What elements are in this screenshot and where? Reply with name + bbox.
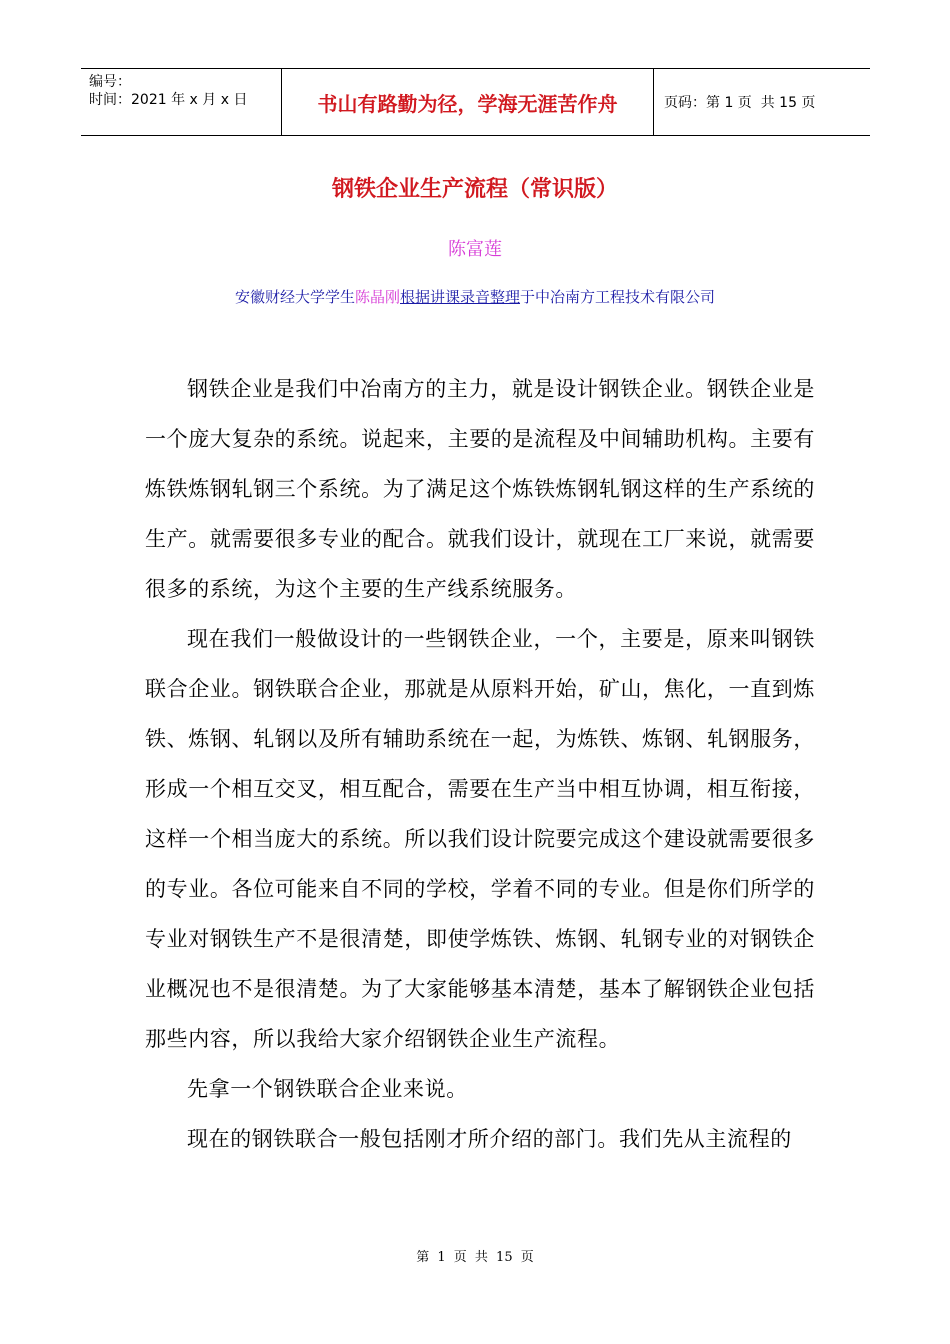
document-source [0, 286, 950, 307]
source-suffix: 于中冶南方工程技术有限公司 [520, 288, 716, 306]
header-page-info-text: 页码：第 1 页 共 15 页 [664, 95, 816, 111]
header-motto: 书山有路勤为径，学海无涯苦作舟 [282, 69, 654, 135]
body-paragraph: 现在的钢铁联合一般包括刚才所介绍的部门。我们先从主流程的 [187, 1127, 792, 1151]
body-paragraph: 钢铁企业是我们中冶南方的主力，就是设计钢铁企业。钢铁企业是一个庞大复杂的系统。说起来，主要的是流程及中间辅助机构。主要有炼铁炼钢轧钢三个系统。为了满足这个炼铁炼钢轧钢这样的生产系统的生产。就需要很多专业的配合。就我们设计，就现在工厂来说，就需要很多的系统，为这个主要的生产线系统服务。 [145, 377, 815, 601]
document-author: 陈富莲 [448, 239, 502, 260]
body-paragraph: 先拿一个钢铁联合企业来说。 [187, 1077, 468, 1101]
document-title: 钢铁企业生产流程（常识版） [331, 177, 618, 202]
document-number-label: 编号： [89, 74, 131, 90]
header-page-info [654, 69, 870, 135]
document-date-label: 时间：2021 年 x 月 x 日 [89, 92, 248, 108]
header-meta [81, 69, 282, 135]
page-footer: 第 1 页 共 15 页 [416, 1250, 534, 1265]
document-body [145, 364, 815, 1164]
page-header [81, 68, 870, 136]
body-paragraph: 现在我们一般做设计的一些钢铁企业，一个，主要是，原来叫钢铁联合企业。钢铁联合企业，那就是从原料开始，矿山，焦化，一直到炼铁、炼钢、轧钢以及所有辅助系统在一起，为炼铁、炼钢、轧钢服务，形成一个相互交叉，相互配合，需要在生产当中相互协调，相互衔接，这样一个相当庞大的系统。所以我们设计院要完成这个建设就需要很多的专业。各位可能来自不同的学校，学着不同的专业。但是你们所学的专业对钢铁生产不是很清楚，即使学炼铁、炼钢、轧钢专业的对钢铁企业概况也不是很清楚。为了大家能够基本清楚，基本了解钢铁企业包括那些内容，所以我给大家介绍钢铁企业生产流程。 [145, 627, 815, 1051]
source-prefix: 安徽财经大学学生 [234, 288, 355, 306]
source-underlined: 根据讲课录音整理 [400, 288, 521, 306]
source-name: 陈晶刚 [354, 288, 400, 306]
